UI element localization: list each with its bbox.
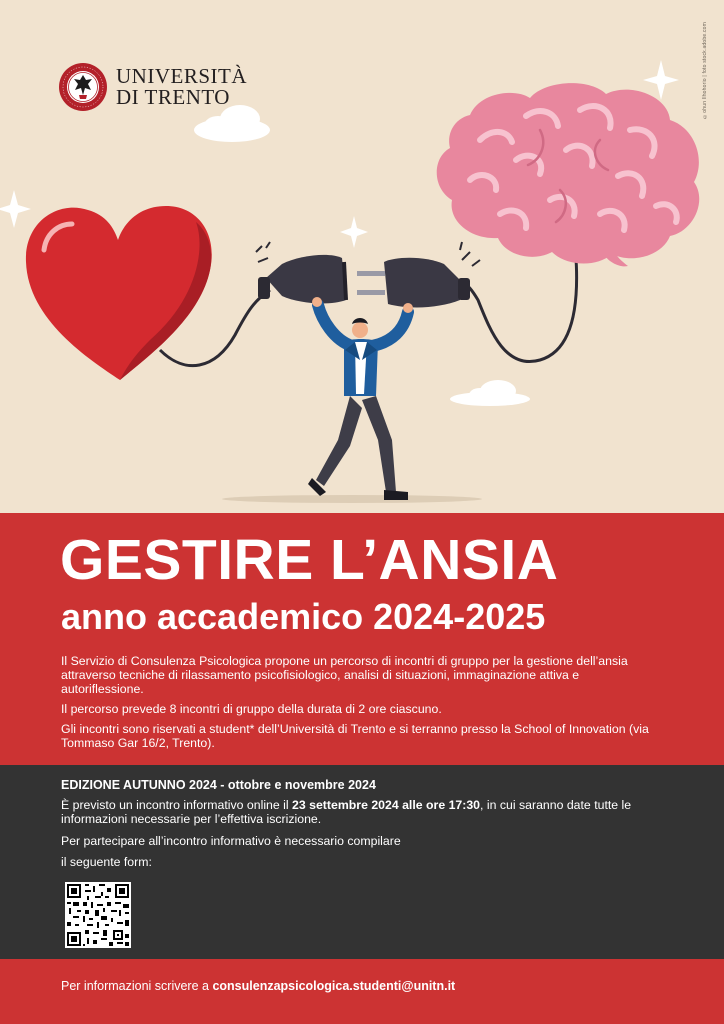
page-subtitle: anno accademico 2024-2025	[61, 596, 546, 637]
page-title: GESTIRE L’ANSIA	[60, 528, 559, 592]
edition-paragraph-3: il seguente form:	[61, 855, 152, 869]
heart-icon	[26, 206, 212, 380]
intro-paragraph-1: Il Servizio di Consulenza Psicologica propone un percorso di incontri di gruppo per la gestione dell’ansia attraverso tecniche di rilassamento psicofisiologico, analisi di situazioni, immaginazione attiva e autoriflessione.	[61, 654, 628, 696]
sparkle-icon	[643, 60, 679, 100]
footer-text: Per informazioni scrivere a	[61, 979, 213, 993]
person-figure	[308, 297, 413, 500]
edition-paragraph-2: Per partecipare all’incontro informativo è necessario compilare	[61, 834, 401, 848]
university-logo[interactable]	[58, 62, 247, 112]
intro-paragraph-2: Il percorso prevede 8 incontri di gruppo della durata di 2 ore ciascuno.	[61, 702, 442, 716]
contact-email-link[interactable]: consulenzapsicologica.studenti@unitn.it	[212, 979, 456, 993]
edition-paragraph-1	[61, 798, 681, 826]
cloud-icon	[450, 380, 530, 406]
university-seal-icon	[58, 62, 108, 112]
logo-line-1: UNIVERSITÀ	[116, 64, 247, 88]
edition-text-pre: È previsto un incontro informativo online il	[61, 798, 293, 812]
meeting-date: 23 settembre 2024 alle ore 17:30	[292, 798, 481, 812]
edition-text-post: , in cui saranno date tutte le informazioni necessarie per l’effettiva iscrizione.	[61, 798, 632, 826]
sparkle-icon	[0, 190, 31, 228]
plug-right-icon	[357, 242, 480, 307]
plug-left-icon	[256, 242, 346, 303]
edition-heading: EDIZIONE AUTUNNO 2024 - ottobre e novembre 2024	[61, 778, 376, 792]
qr-code-icon[interactable]	[65, 882, 131, 948]
sparkle-icon	[340, 216, 368, 248]
logo-line-2: DI TRENTO	[116, 85, 230, 109]
brain-icon	[437, 83, 700, 266]
intro-paragraph-3: Gli incontri sono riservati a student* dell’Università di Trento e si terranno presso la School of Innovation (via Tommaso Gar 16/2, Trento).	[61, 722, 649, 750]
footer-contact	[61, 979, 455, 993]
photo-credit: ©ohun Ilhohorio | foto stock.adobe.com	[702, 22, 708, 119]
